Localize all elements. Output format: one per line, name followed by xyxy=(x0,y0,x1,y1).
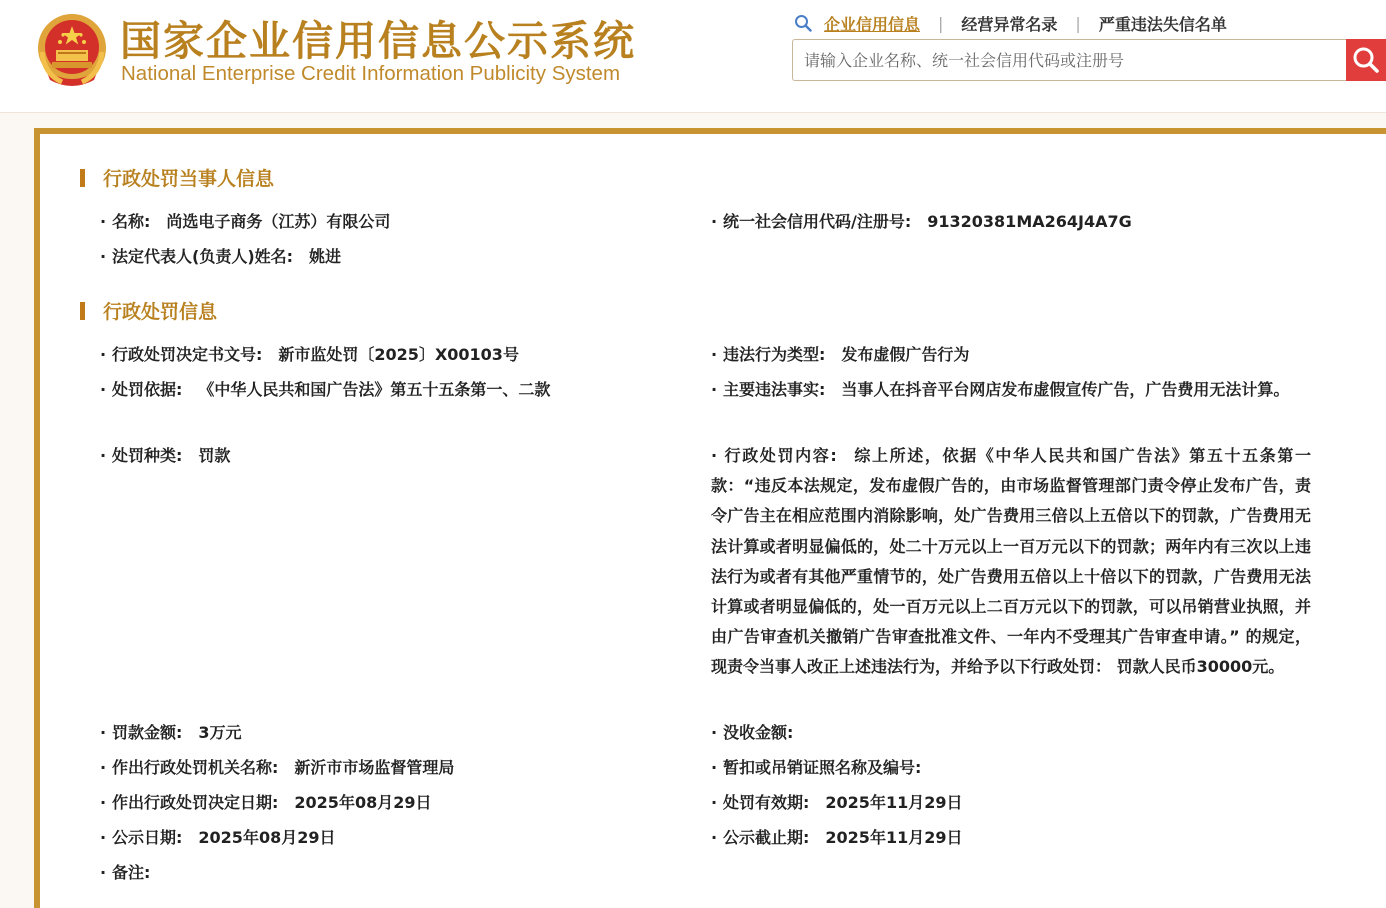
field-authority: · 作出行政处罚机关名称: 新沂市市场监督管理局 xyxy=(100,758,455,777)
nav-abnormal-list-link[interactable]: 经营异常名录 xyxy=(961,14,1058,34)
field-label: 作出行政处罚机关名称: xyxy=(112,758,279,777)
section-title-party xyxy=(80,164,274,191)
nav-enterprise-credit-link[interactable]: 企业信用信息 xyxy=(824,14,921,34)
field-publish-date: · 公示日期: 2025年08月29日 xyxy=(100,828,336,847)
field-label: 作出行政处罚决定日期: xyxy=(112,793,279,812)
search-input[interactable] xyxy=(802,40,1326,80)
field-label: 处罚种类: xyxy=(112,446,183,465)
field-remark: · 备注: xyxy=(100,863,151,882)
field-value: 2025年11月29日 xyxy=(825,828,963,847)
search-button[interactable] xyxy=(1346,39,1386,81)
field-label: 公示日期: xyxy=(112,828,183,847)
field-value: 新市监处罚〔2025〕X00103号 xyxy=(278,345,519,364)
field-value: 当事人在抖音平台网店发布虚假宣传广告，广告费用无法计算。 xyxy=(841,380,1290,399)
field-label: 处罚有效期: xyxy=(723,793,810,812)
field-violation-type: · 违法行为类型: 发布虚假广告行为 xyxy=(711,345,970,364)
field-label: 行政处罚内容: xyxy=(723,446,837,465)
site-subtitle: National Enterprise Credit Information Publicity System xyxy=(121,62,621,85)
field-value: 3万元 xyxy=(198,723,242,742)
field-label: 违法行为类型: xyxy=(723,345,826,364)
field-confiscation-amount: · 没收金额: xyxy=(711,723,794,742)
search-icon xyxy=(794,14,812,32)
search-box xyxy=(792,39,1347,81)
field-legal-rep: · 法定代表人(负责人)姓名: 姚进 xyxy=(100,247,342,266)
field-label: 主要违法事实: xyxy=(723,380,826,399)
field-decision-date: · 作出行政处罚决定日期: 2025年08月29日 xyxy=(100,793,432,812)
field-value: 姚进 xyxy=(309,247,342,266)
national-emblem-icon[interactable] xyxy=(36,12,108,88)
field-label: 统一社会信用代码/注册号: xyxy=(723,212,912,231)
field-label: 备注: xyxy=(112,863,151,882)
field-label: 法定代表人(负责人)姓名: xyxy=(112,247,294,266)
field-label: 公示截止期: xyxy=(723,828,810,847)
field-label: 名称: xyxy=(112,212,151,231)
field-value: 罚款 xyxy=(198,446,231,465)
field-penalty-content: · 行政处罚内容: 综上所述，依据《中华人民共和国广告法》第五十五条第一款：“违反本法规定，发布虚假广告的，由市场监督管理部门责令停止发布广告，责令广告主在相应范围内消除影响，处广告费用三倍以上五倍以下的罚款，广告费用无法计算或者明显偏低的，处二十万元以上一百万元以下的罚款；两年内有三次以上违法行为或者有其他严重情节的，处广告费用五倍以上十倍以下的罚款，广告费用无法计算或者明显偏低的，处一百万元以上二百万元以下的罚款，可以吊销营业执照，并由广告审查机关撤销广告审查批准文件、一年内不受理其广告审查申请。” 的规定，现责令当事人改正上述违法行为，并给予以下行政处罚： 罚款人民币30000元。 xyxy=(711,446,1311,677)
field-credit-code: · 统一社会信用代码/注册号: 91320381MA264J4A7G xyxy=(711,212,1132,231)
field-penalty-kind: · 处罚种类: 罚款 xyxy=(100,446,231,465)
field-value: 2025年08月29日 xyxy=(198,828,336,847)
nav-divider: | xyxy=(1075,13,1081,33)
site-title: 国家企业信用信息公示系统 xyxy=(120,17,636,65)
field-name: · 名称: 尚选电子商务（江苏）有限公司 xyxy=(100,212,391,231)
field-label: 行政处罚决定书文号: xyxy=(112,345,263,364)
field-value: 综上所述，依据《中华人民共和国广告法》第五十五条第一款：“违反本法规定，发布虚假广告的，由市场监督管理部门责令停止发布广告，责令广告主在相应范围内消除影响，处广告费用三倍以上五倍以下的罚款，广告费用无法计算或者明显偏低的，处二十万元以上一百万元以下的罚款；两年内有三次以上违法行为或者有其他严重情节的，处广告费用五倍以上十倍以下的罚款，广告费用无法计算或者明显偏低的，处一百万元以上二百万元以下的罚款，可以吊销营业执照，并由广告审查机关撤销广告审查批准文件、一年内不受理其广告审查申请。” 的规定，现责令当事人改正上述违法行为，并给予以下行政处罚： 罚款人民币30000元。 xyxy=(711,446,1311,677)
field-label: 暂扣或吊销证照名称及编号: xyxy=(723,758,922,777)
field-validity: · 处罚有效期: 2025年11月29日 xyxy=(711,793,963,812)
field-license-suspension: · 暂扣或吊销证照名称及编号: xyxy=(711,758,922,777)
detail-panel xyxy=(34,128,1386,908)
field-main-facts: · 主要违法事实: 当事人在抖音平台网店发布虚假宣传广告，广告费用无法计算。 xyxy=(711,380,1290,399)
field-value: 新沂市市场监督管理局 xyxy=(294,758,455,777)
field-value: 2025年11月29日 xyxy=(825,793,963,812)
field-value: 2025年08月29日 xyxy=(294,793,432,812)
nav-divider: | xyxy=(938,13,944,33)
section-title-text: 行政处罚信息 xyxy=(103,301,218,323)
section-title-penalty xyxy=(80,297,217,324)
field-value: 发布虚假广告行为 xyxy=(841,345,970,364)
nav-serious-violation-link[interactable]: 严重违法失信名单 xyxy=(1098,14,1227,34)
section-marker xyxy=(80,169,85,187)
field-value: 尚选电子商务（江苏）有限公司 xyxy=(166,212,391,231)
field-publish-end-date: · 公示截止期: 2025年11月29日 xyxy=(711,828,963,847)
field-fine-amount: · 罚款金额: 3万元 xyxy=(100,723,242,742)
field-value: 《中华人民共和国广告法》第五十五条第一、二款 xyxy=(198,380,551,399)
section-title-text: 行政处罚当事人信息 xyxy=(103,168,275,190)
field-decision-doc-no: · 行政处罚决定书文号: 新市监处罚〔2025〕X00103号 xyxy=(100,345,519,364)
field-value: 91320381MA264J4A7G xyxy=(927,212,1132,231)
field-label: 罚款金额: xyxy=(112,723,183,742)
search-icon xyxy=(1351,45,1381,75)
section-marker xyxy=(80,302,85,320)
field-penalty-basis: · 处罚依据: 《中华人民共和国广告法》第五十五条第一、二款 xyxy=(100,380,551,399)
field-label: 处罚依据: xyxy=(112,380,183,399)
field-label: 没收金额: xyxy=(723,723,794,742)
site-header xyxy=(0,0,1386,113)
top-nav xyxy=(794,11,1227,35)
